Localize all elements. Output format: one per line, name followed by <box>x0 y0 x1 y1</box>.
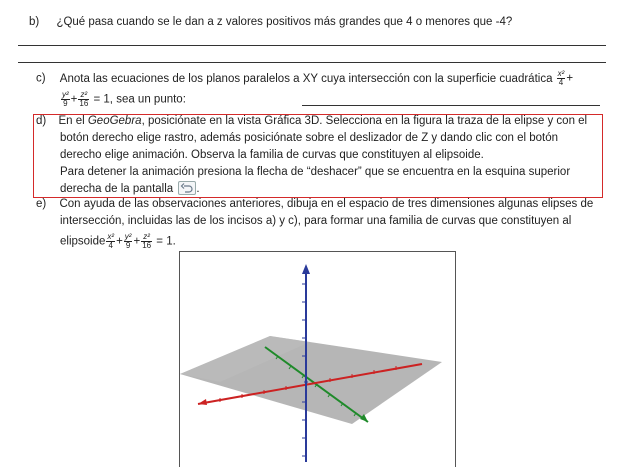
item-c-text-1: Anota las ecuaciones de los planos paralelos a XY cuya intersección con la superficie cuadrática <box>59 72 553 85</box>
item-e-frac-y: $\frac{\text{y²}}{9}$ <box>124 232 132 250</box>
item-d-letter: d) <box>36 115 47 127</box>
item-e-line-2: intersección, incluidas las de los incisos a) y c), para formar una familia de curvas que constituyen al <box>60 215 572 227</box>
geogebra-3d-figure <box>179 251 456 467</box>
item-e-prefix: elipsoide <box>60 235 106 248</box>
item-d-line-3: derecho elige animación. Observa la familia de curvas que constituyen al elipsoide. <box>60 149 484 161</box>
answer-line-2 <box>18 62 606 63</box>
item-b-letter: b) <box>29 16 40 28</box>
item-e-text-1: Con ayuda de las observaciones anteriores, dibuja en el espacio de tres dimensiones algunas elipses de <box>59 198 594 210</box>
item-c-line-1 <box>36 70 573 88</box>
plus-sign: + <box>566 72 574 85</box>
plus-sign: + <box>116 235 123 248</box>
figure-canvas <box>180 252 455 467</box>
item-e-line-3 <box>60 233 593 251</box>
item-c-frac-y: $\frac{\text{y²}}{9}$ <box>62 90 69 108</box>
item-e-frac-x: $\frac{\text{x²}}{4}$ <box>107 232 115 250</box>
item-e-frac-z: $\frac{\text{z²}}{16}$ <box>142 232 152 250</box>
origin-point <box>304 380 307 383</box>
answer-line-1 <box>18 45 606 46</box>
item-b-question: ¿Qué pasa cuando se le dan a z valores positivos más grandes que 4 o menores que -4? <box>56 16 513 28</box>
item-d-text-5: derecha de la pantalla <box>60 183 174 195</box>
plus-sign: + <box>133 235 141 248</box>
item-c-frac-x: $\frac{\text{x²}}{4}$ <box>557 69 565 87</box>
geogebra-name: GeoGebra <box>87 115 142 127</box>
plus-sign: + <box>70 93 78 106</box>
item-d-line-4: Para detener la animación presiona la flecha de “deshacer” que se encuentra en la esquina superior <box>60 166 571 178</box>
period: . <box>196 183 200 195</box>
item-c-letter: c) <box>36 72 46 85</box>
item-c-line-2 <box>60 91 186 109</box>
undo-icon <box>178 181 196 195</box>
item-e <box>36 196 593 251</box>
x-axis-arrow <box>198 399 207 405</box>
item-b <box>29 14 512 31</box>
item-c-frac-z: $\frac{\text{z²}}{16}$ <box>79 90 89 108</box>
item-d-text: , posiciónate en la vista Gráfica 3D. Selecciona en la figura la traza de la elipse y con el <box>141 115 588 127</box>
item-d <box>36 113 587 198</box>
answer-line-c <box>302 105 600 106</box>
item-d-line-2: botón derecho elige rastro, además posiciónate sobre el deslizador de Z y dando clic con el botón <box>60 132 558 144</box>
item-c-text-2: = 1, sea un punto: <box>93 93 186 106</box>
item-e-suffix: = 1. <box>156 235 176 248</box>
z-axis-arrow <box>302 264 310 274</box>
item-d-text: En el <box>58 115 88 127</box>
item-e-letter: e) <box>36 198 47 210</box>
